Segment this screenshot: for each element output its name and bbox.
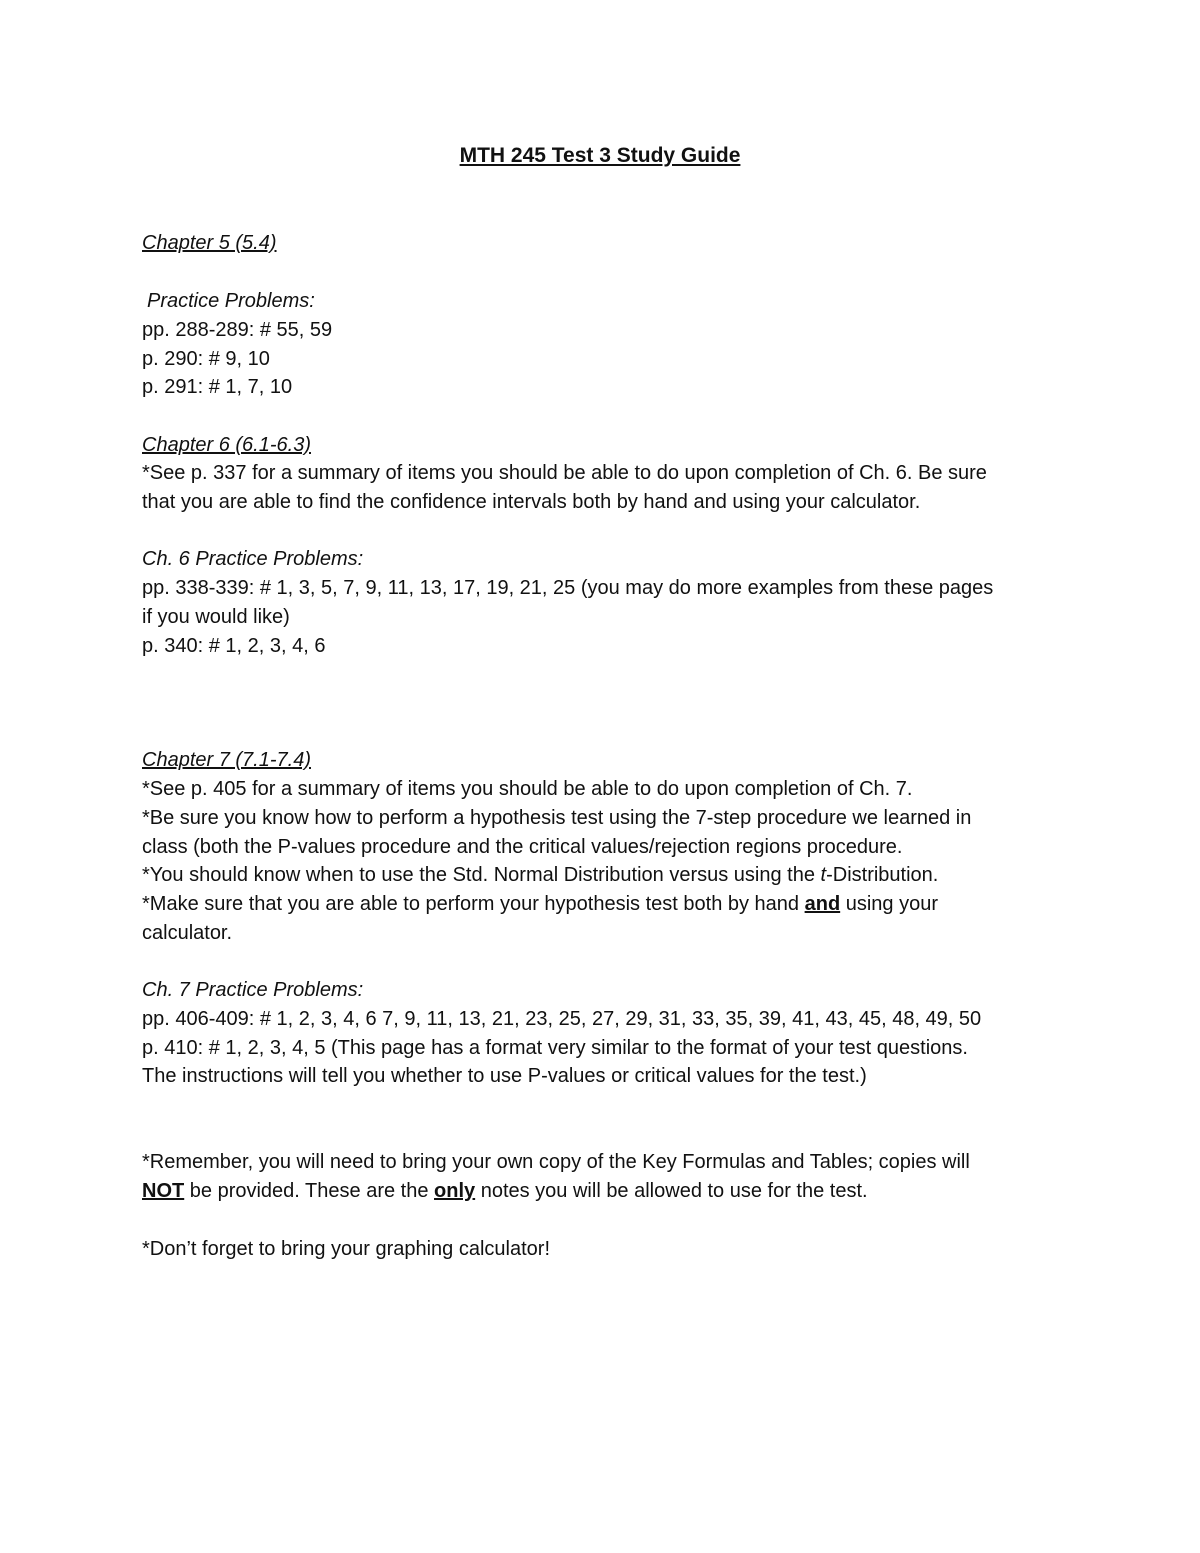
- chapter-7-bullet-4-line-2: calculator.: [142, 922, 233, 944]
- chapter-6-summary-line-2: that you are able to find the confidence intervals both by hand and using your calculator.: [142, 491, 921, 513]
- reminder-text-middle: be provided. These are the: [184, 1180, 435, 1202]
- document-title: MTH 245 Test 3 Study Guide: [459, 144, 741, 167]
- chapter-5-problem-line-3: p. 291: # 1, 7, 10: [142, 376, 293, 398]
- chapter-6-problem-line-2: if you would like): [142, 606, 290, 628]
- reminder-text-end: notes you will be allowed to use for the test.: [475, 1180, 868, 1202]
- chapter-5-heading: Chapter 5 (5.4): [142, 232, 277, 254]
- reminder-line-2: [142, 1177, 868, 1205]
- emphasis-not: NOT: [142, 1180, 185, 1202]
- chapter-7-bullet-2-line-2: class (both the P-values procedure and the critical values/rejection regions procedure.: [142, 836, 903, 858]
- t-distribution-italic-t: t: [820, 864, 827, 886]
- chapter-7-heading: Chapter 7 (7.1-7.4): [142, 749, 311, 771]
- chapter-6-practice-label: Ch. 6 Practice Problems:: [142, 548, 364, 570]
- chapter-7-problem-line-2: p. 410: # 1, 2, 3, 4, 5 (This page has a format very similar to the format of your test questions.: [142, 1037, 968, 1059]
- bullet-4-text-after: using your: [840, 893, 939, 915]
- bullet-3-text-before: *You should know when to use the Std. Normal Distribution versus using the: [142, 864, 821, 886]
- calculator-reminder: *Don’t forget to bring your graphing calculator!: [142, 1238, 551, 1260]
- chapter-6-heading: Chapter 6 (6.1-6.3): [142, 434, 311, 456]
- chapter-6-problem-line-3: p. 340: # 1, 2, 3, 4, 6: [142, 635, 326, 657]
- chapter-6-problem-line-1: pp. 338-339: # 1, 3, 5, 7, 9, 11, 13, 17, 19, 21, 25 (you may do more examples from these pages: [142, 577, 994, 599]
- chapter-7-bullet-2-line-1: *Be sure you know how to perform a hypothesis test using the 7-step procedure we learned in: [142, 807, 972, 829]
- emphasis-and: and: [804, 893, 841, 915]
- chapter-7-bullet-1: *See p. 405 for a summary of items you should be able to do upon completion of Ch. 7.: [142, 778, 913, 800]
- emphasis-only: only: [434, 1180, 476, 1202]
- chapter-5-practice-label: Practice Problems:: [147, 290, 315, 312]
- chapter-6-summary-line-1: *See p. 337 for a summary of items you should be able to do upon completion of Ch. 6. Be sure: [142, 462, 987, 484]
- chapter-7-problem-line-1: pp. 406-409: # 1, 2, 3, 4, 6 7, 9, 11, 13, 21, 23, 25, 27, 29, 31, 33, 35, 39, 41, 43, 45, 48, 49, 50: [142, 1008, 982, 1030]
- bullet-4-text-before: *Make sure that you are able to perform your hypothesis test both by hand: [142, 893, 805, 915]
- chapter-7-bullet-3: [142, 861, 938, 889]
- chapter-5-problem-line-1: pp. 288-289: # 55, 59: [142, 319, 333, 341]
- bullet-3-text-after: -Distribution.: [826, 864, 939, 886]
- reminder-line-1: *Remember, you will need to bring your own copy of the Key Formulas and Tables; copies will: [142, 1151, 970, 1173]
- chapter-7-practice-label: Ch. 7 Practice Problems:: [142, 979, 364, 1001]
- chapter-5-problem-line-2: p. 290: # 9, 10: [142, 348, 270, 370]
- chapter-7-bullet-4-line-1: [142, 890, 938, 918]
- chapter-7-problem-line-3: The instructions will tell you whether to use P-values or critical values for the test.): [142, 1065, 867, 1087]
